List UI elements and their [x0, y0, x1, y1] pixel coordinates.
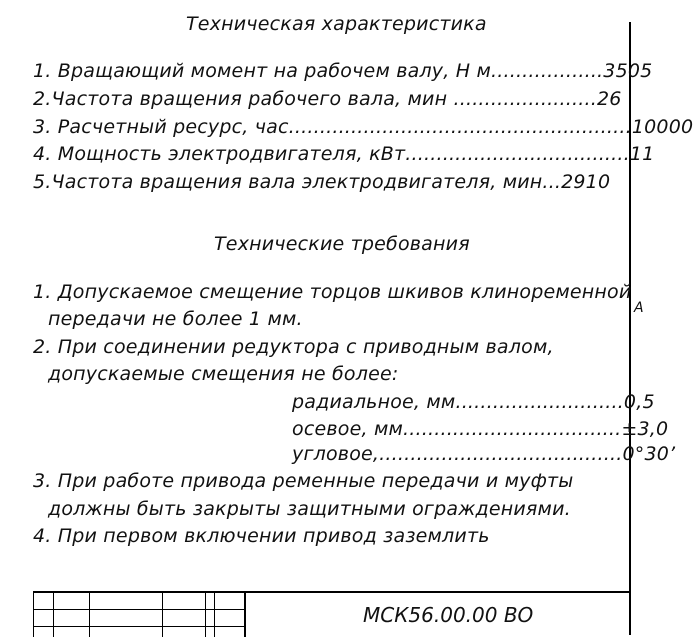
req-line-4: допускаемые смещения не более: — [48, 363, 399, 385]
stamp-col-line — [89, 593, 90, 637]
spec-item-5: 5.Частота вращения вала электродвигателя, мин...2910 — [33, 171, 611, 193]
title-block — [33, 591, 631, 637]
req-line-8: 3. При работе привода ременные передачи и муфты — [33, 470, 574, 492]
requirements-title: Технические требования — [214, 233, 470, 255]
spec-item-4: 4. Мощность электродвигателя, кВт....................................11 — [33, 143, 655, 165]
stamp-row-line — [33, 609, 245, 610]
document-code: МСК56.00.00 ВО — [363, 603, 534, 627]
req-line-9: должны быть закрыты защитными ограждениями. — [48, 498, 571, 520]
stamp-col-line — [214, 593, 215, 637]
frame-right-border — [629, 22, 631, 635]
req-line-3: 2. При соединении редуктора с приводным валом, — [33, 336, 554, 358]
req-line-1: 1. Допускаемое смещение торцов шкивов клиноременной — [33, 281, 632, 303]
edge-letter: А — [634, 300, 644, 316]
stamp-col-line — [244, 593, 246, 637]
stamp-col-line — [162, 593, 163, 637]
req-line-2: передачи не более 1 мм. — [48, 308, 303, 330]
req-radial: радиальное, мм...........................0,5 — [292, 391, 655, 413]
stamp-col-line — [205, 593, 206, 637]
req-line-10: 4. При первом включении привод заземлить — [33, 525, 490, 547]
stamp-col-line — [53, 593, 54, 637]
req-axial: осевое, мм...................................±3,0 — [292, 418, 669, 440]
spec-item-2: 2.Частота вращения рабочего вала, мин .......................26 — [33, 88, 622, 110]
req-angular: угловое,.......................................0°30’ — [292, 443, 676, 465]
spec-item-1: 1. Вращающий момент на рабочем валу, Н м..................3505 — [33, 60, 653, 82]
stamp-col-line — [33, 593, 34, 637]
spec-item-3: 3. Расчетный ресурс, час.......................................................10000 — [33, 116, 693, 138]
spec-title: Техническая характеристика — [186, 13, 487, 35]
stamp-row-line — [33, 626, 245, 627]
